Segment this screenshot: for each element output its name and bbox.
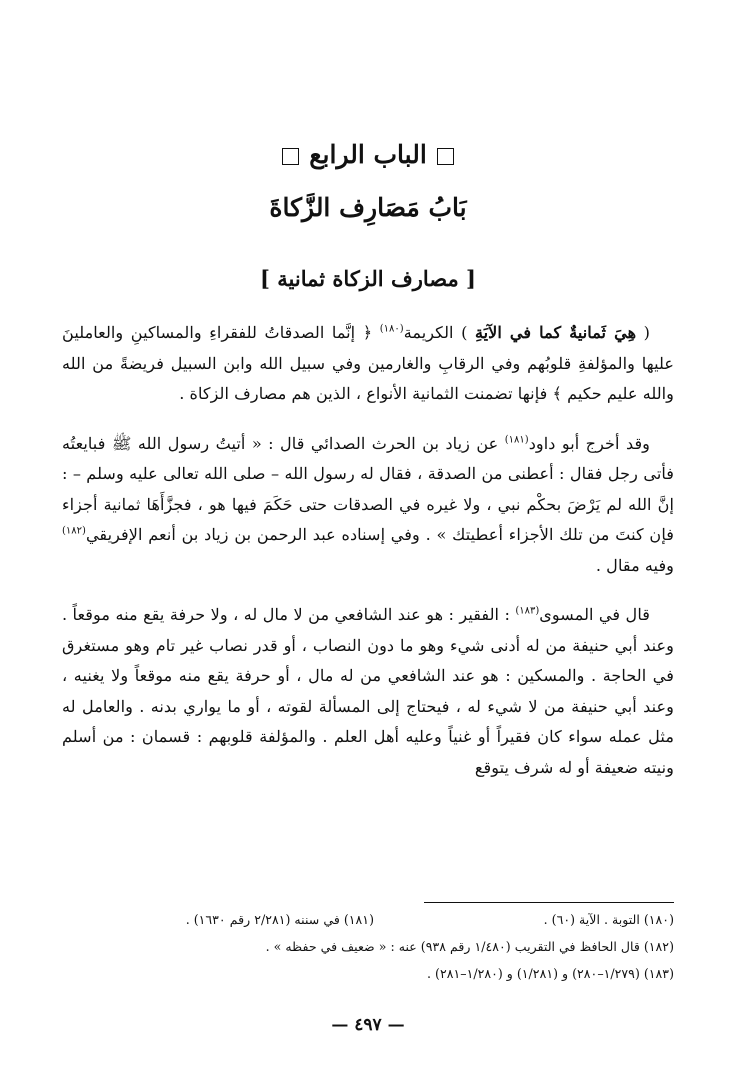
footnote-183: (١٨٣) (١/٢٧٩–٢٨٠) و (١/٢٨١) و (١/٢٨٠–٢٨١) . — [427, 966, 674, 981]
footnote-182: (١٨٢) قال الحافظ في التقريب (١/٤٨٠ رقم ٩٣٨) عنه : « ضعيف في حفظه » . — [265, 939, 674, 954]
paragraph-2: وقد أخرج أبو داود$^{(١٨١)}$ عن زياد بن الحرث الصدائي قال : « أتيتُ رسول الله ﷺ فبايعتُه فأتى رجل فقال : أعطنى من الصدقة ، فقال له رسول الله – صلى الله تعالى عليه وسلم – : إنَّ الله لم يَرْضَ بحكْم نبي ، ولا غيره في الصدقات حتى حَكَمَ فيها هو ، فجزَّأَهَا ثمانية أجزاء فإن كنتَ من تلك الأجزاء أعطيتك » . وفي إسناده عبد الرحمن بن زياد بن أنعم الإفريقي$^{(١٨٢)}$ وفيه مقال . — [62, 433, 674, 575]
page-number: — ٤٩٧ — — [331, 1015, 405, 1035]
footnote-ref-182[interactable]: (١٨٢) — [62, 525, 86, 537]
emphasized-text: هِيَ ثَمانيةٌ كما في الآيَةِ — [474, 323, 637, 342]
footnote-ref-183[interactable]: (١٨٣) — [515, 605, 540, 617]
paragraph-3: قال في المسوى$^{(١٨٣)}$ : الفقير : هو عند الشافعي من لا مال له ، ولا حرفة يقع منه موقعاً . وعند أبي حنيفة من له أدنى شيء وهو ما دون النصاب ، أو قدر نصاب غير تام وهو مستغرق في الحاجة . والمسكين : هو عند الشافعي من له مال ، أو حرفة يقع منه موقعاً ولا يغنيه ، وعند أبي حنيفة من لا شيء له ، فيحتاج إلى المسألة لقوته ، أو ما يواري بدنه . والعامل له مثل عمله سواء كان فقيراً أو غنياً وعليه أهل العلم . والمؤلفة قلوبهم : قسمان : من أسلم ونيته ضعيفة أو له شرف يتوقع — [62, 605, 674, 777]
footnote-180: (١٨٠) التوبة . الآية (٦٠) . — [543, 912, 674, 927]
footnote-181: (١٨١) في سننه (٢/٢٨١ رقم ١٦٣٠) . — [185, 912, 374, 927]
square-ornament-icon — [282, 148, 299, 165]
footnote-row — [62, 906, 674, 933]
square-ornament-icon — [437, 148, 454, 165]
footnote-separator — [424, 902, 674, 903]
chapter-title — [0, 140, 736, 169]
chapter-subtitle: بَابُ مَصَارِف الزَّكاةَ — [269, 193, 467, 222]
paragraph-1: ( هِيَ ثَمانيةٌ كما في الآيَةِ ) الكريمة$^{(١٨٠)}$ ﴿ إنَّما الصدقاتُ للفقراءِ والمساكينِ والعاملينَ عليها والمؤلفةِ قلوبُهم وفي الرقابِ والغارمين وفي سبيل الله وابن السبيل فريضةً من الله والله عليم حكيم ﴾ فإنها تضمنت الثمانية الأنواع ، الذين هم مصارف الزكاة . — [62, 323, 674, 403]
body-text — [62, 318, 674, 802]
footnote-ref-180[interactable]: (١٨٠) — [379, 323, 404, 335]
section-heading: [ مصارف الزكاة ثمانية ] — [260, 266, 476, 291]
chapter-title-text: الباب الرابع — [309, 140, 427, 169]
footnotes — [62, 906, 674, 987]
footnote-ref-181[interactable]: (١٨١) — [504, 434, 529, 446]
